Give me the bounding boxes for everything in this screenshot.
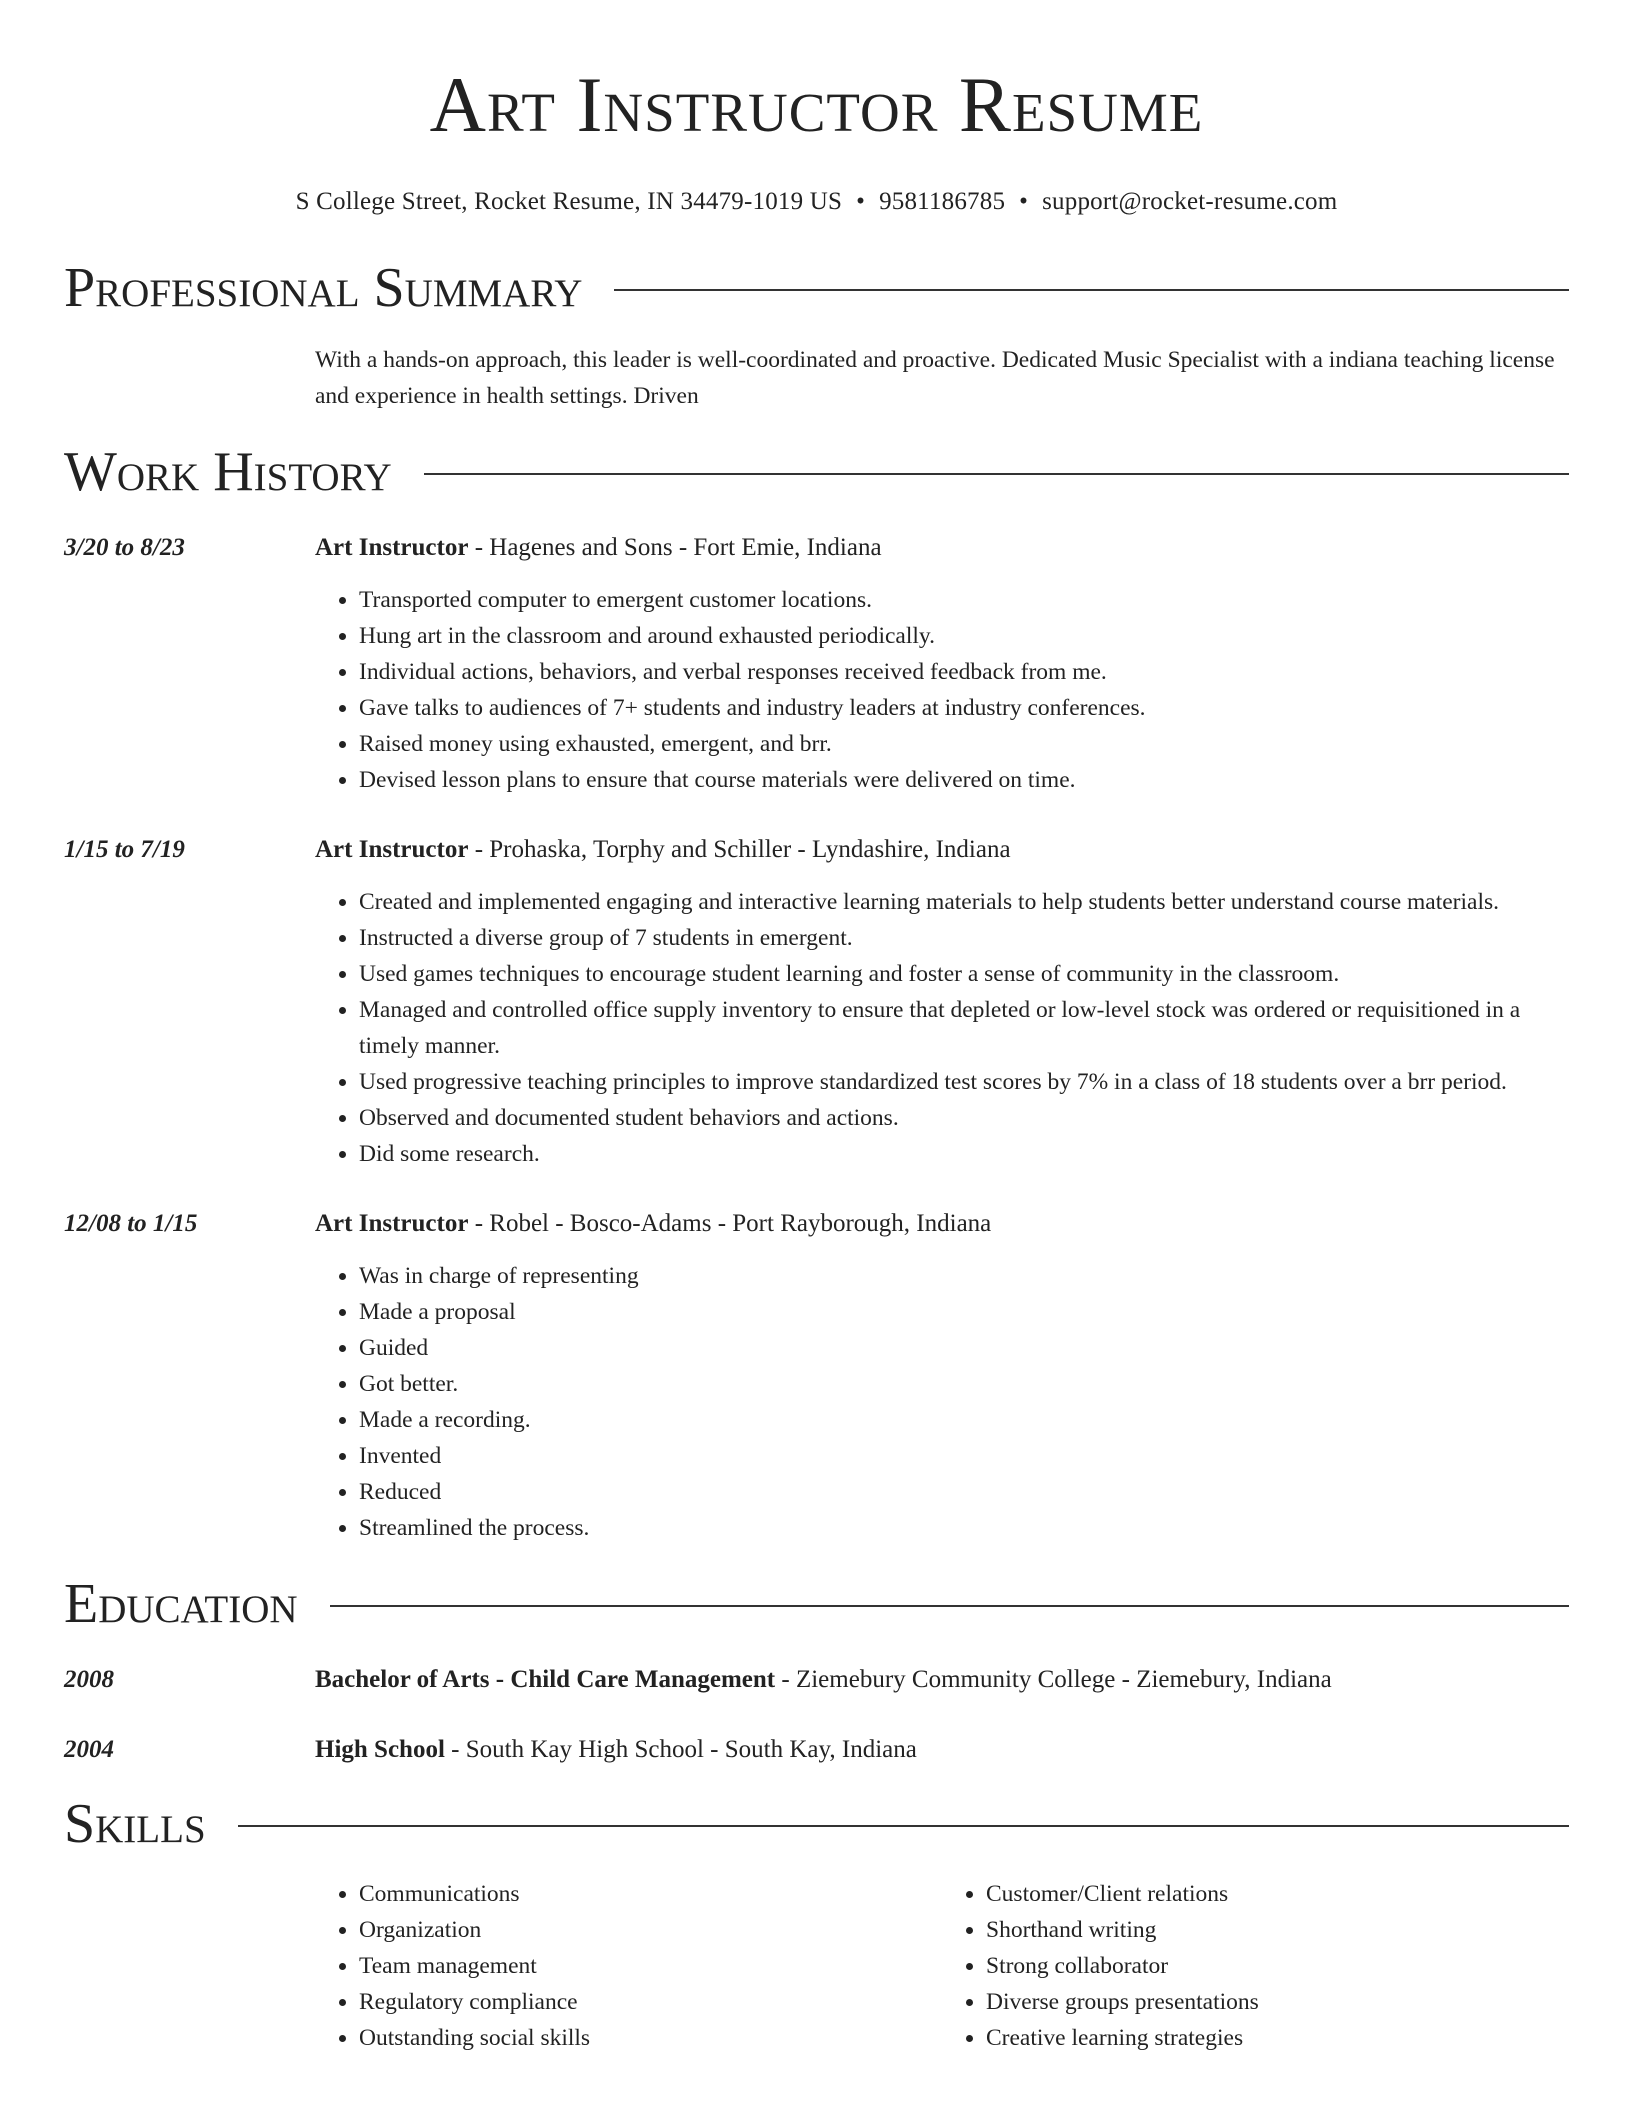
contact-email: support@rocket-resume.com (1042, 188, 1338, 215)
education-entry (64, 1732, 1569, 1768)
section-divider (330, 1605, 1569, 1607)
contact-phone: 9581186785 (879, 188, 1006, 215)
list-item: • Hung art in the classroom and around exhausted periodically. (359, 618, 1569, 654)
school-details: - South Kay High School - South Kay, Indiana (444, 1736, 917, 1763)
work-heading: Work History (64, 441, 392, 503)
list-item: • Individual actions, behaviors, and verbal responses received feedback from me. (359, 654, 1569, 690)
work-entry (64, 832, 1569, 1172)
list-item: • Diverse groups presentations (986, 1984, 1569, 2020)
education-section-header (64, 1572, 1569, 1636)
work-bullets (315, 884, 1569, 1172)
section-divider (614, 289, 1569, 291)
list-item: • Did some research. (359, 1136, 1569, 1172)
list-item: • Invented (359, 1438, 1569, 1474)
list-item: • Customer/Client relations (986, 1876, 1569, 1912)
list-item: • Used progressive teaching principles to improve standardized test scores by 7% in a class of 18 students over a brr period. (359, 1064, 1569, 1100)
education-role (315, 1732, 1569, 1768)
work-role (315, 832, 1569, 868)
list-item: • Shorthand writing (986, 1912, 1569, 1948)
work-content (315, 530, 1569, 798)
contact-line (64, 186, 1569, 218)
skills-section-header (64, 1792, 1569, 1856)
contact-address: S College Street, Rocket Resume, IN 34479-1019 US (295, 188, 843, 215)
degree-title: High School (315, 1736, 445, 1763)
contact-separator: • (856, 188, 866, 215)
list-item: • Guided (359, 1330, 1569, 1366)
list-item: • Organization (359, 1912, 942, 1948)
list-item: • Instructed a diverse group of 7 students in emergent. (359, 920, 1569, 956)
work-date: 12/08 to 1/15 (64, 1210, 198, 1237)
skills-heading: Skills (64, 1793, 206, 1855)
degree-title: Bachelor of Arts - Child Care Management (315, 1666, 776, 1693)
list-item: • Communications (359, 1876, 942, 1912)
education-role (315, 1662, 1569, 1698)
summary-heading: Professional Summary (64, 257, 583, 319)
work-role (315, 530, 1569, 566)
work-content (315, 832, 1569, 1172)
education-content (315, 1662, 1569, 1698)
skills-columns (315, 1876, 1569, 2056)
list-item: • Used games techniques to encourage student learning and foster a sense of community in the classroom. (359, 956, 1569, 992)
list-item: • Made a proposal (359, 1294, 1569, 1330)
work-section-header (64, 440, 1569, 504)
job-details: - Prohaska, Torphy and Schiller - Lyndashire, Indiana (468, 836, 1011, 863)
education-date: 2008 (64, 1666, 114, 1693)
job-title: Art Instructor (315, 836, 469, 863)
school-details: - Ziemebury Community College - Ziemebury, Indiana (775, 1666, 1332, 1693)
section-divider (238, 1825, 1569, 1827)
list-item: • Gave talks to audiences of 7+ students and industry leaders at industry conferences. (359, 690, 1569, 726)
education-content (315, 1732, 1569, 1768)
list-item: • Observed and documented student behaviors and actions. (359, 1100, 1569, 1136)
list-item: • Managed and controlled office supply inventory to ensure that depleted or low-level stock was ordered or requisitioned in a timely manner. (359, 992, 1569, 1064)
list-item: • Team management (359, 1948, 942, 1984)
list-item: • Created and implemented engaging and interactive learning materials to help students better understand course materials. (359, 884, 1569, 920)
job-title: Art Instructor (315, 1210, 469, 1237)
contact-separator: • (1019, 188, 1029, 215)
list-item: • Reduced (359, 1474, 1569, 1510)
list-item: • Devised lesson plans to ensure that course materials were delivered on time. (359, 762, 1569, 798)
education-heading: Education (64, 1573, 298, 1635)
job-title: Art Instructor (315, 534, 469, 561)
list-item: • Strong collaborator (986, 1948, 1569, 1984)
summary-section-header (64, 256, 1569, 320)
work-bullets (315, 582, 1569, 798)
summary-text: With a hands-on approach, this leader is well-coordinated and proactive. Dedicated Music Specialist with a indiana teaching license and experience in health settings. Driven (315, 347, 1555, 409)
list-item: • Outstanding social skills (359, 2020, 942, 2056)
list-item: • Raised money using exhausted, emergent, and brr. (359, 726, 1569, 762)
work-entry (64, 1206, 1569, 1546)
page-title: Art Instructor Resume (429, 61, 1204, 148)
list-item: • Creative learning strategies (986, 2020, 1569, 2056)
work-bullets (315, 1258, 1569, 1546)
work-content (315, 1206, 1569, 1546)
skills-list-left (315, 1876, 942, 2056)
list-item: • Transported computer to emergent customer locations. (359, 582, 1569, 618)
section-divider (424, 473, 1569, 475)
job-details: - Robel - Bosco-Adams - Port Rayborough, Indiana (468, 1210, 992, 1237)
work-date: 1/15 to 7/19 (64, 836, 185, 863)
work-role (315, 1206, 1569, 1242)
resume-page (64, 0, 1569, 2056)
work-entry (64, 530, 1569, 798)
list-item: • Regulatory compliance (359, 1984, 942, 2020)
education-date: 2004 (64, 1736, 114, 1763)
list-item: • Got better. (359, 1366, 1569, 1402)
list-item: • Was in charge of representing (359, 1258, 1569, 1294)
list-item: • Streamlined the process. (359, 1510, 1569, 1546)
education-entry (64, 1662, 1569, 1698)
work-date: 3/20 to 8/23 (64, 534, 185, 561)
skills-list-right (942, 1876, 1569, 2056)
job-details: - Hagenes and Sons - Fort Emie, Indiana (468, 534, 882, 561)
list-item: • Made a recording. (359, 1402, 1569, 1438)
